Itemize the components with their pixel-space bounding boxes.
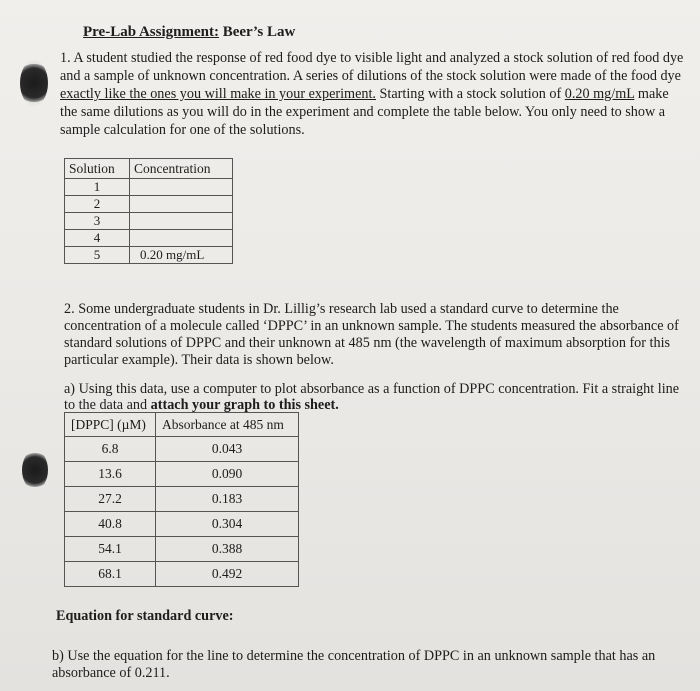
table-row <box>65 437 299 462</box>
q1-line-5: sample calculation for one of the solutions. <box>60 122 305 138</box>
table-row <box>65 213 233 230</box>
solution-number: 4 <box>65 230 130 247</box>
q2a-line-2-text: to the data and <box>64 397 151 413</box>
table-row <box>65 230 233 247</box>
dppc-concentration: 54.1 <box>65 537 156 562</box>
q1-line-1: 1. A student studied the response of red food dye to visible light and analyzed a stock solution of red food dye <box>60 50 684 66</box>
q1-line-3 <box>60 86 669 103</box>
table-row <box>65 562 299 587</box>
table-row <box>65 487 299 512</box>
header-dppc-concentration: [DPPC] (µM) <box>65 413 156 437</box>
q1-line-4: the same dilutions as you will do in the experiment and complete the table below. You only need to show a <box>60 104 666 120</box>
absorbance-value: 0.090 <box>156 462 299 487</box>
q1-line-3-end: make <box>634 86 669 102</box>
concentration-cell[interactable] <box>130 230 233 247</box>
table-row <box>65 196 233 213</box>
equation-label: Equation for standard curve: <box>56 608 234 624</box>
page-title <box>83 24 295 41</box>
dppc-data-table <box>64 412 299 587</box>
table-row <box>65 247 233 264</box>
q2-line-2: concentration of a molecule called ‘DPPC’ in an unknown sample. The students measured the absorbance of <box>64 318 679 334</box>
absorbance-value: 0.388 <box>156 537 299 562</box>
dppc-concentration: 13.6 <box>65 462 156 487</box>
q2a-line-1: a) Using this data, use a computer to plot absorbance as a function of DPPC concentration. Fit a straight line <box>64 381 680 397</box>
title-prefix: Pre-Lab Assignment: <box>83 24 219 40</box>
dppc-concentration: 68.1 <box>65 562 156 587</box>
table-row <box>65 512 299 537</box>
dilution-table-header <box>65 159 233 179</box>
q1-line-3-text: Starting with a stock solution of <box>375 86 565 102</box>
q2a-emphasis: attach your graph to this sheet. <box>150 397 339 413</box>
concentration-cell[interactable] <box>130 179 233 196</box>
table-row <box>65 179 233 196</box>
header-absorbance: Absorbance at 485 nm <box>156 413 299 437</box>
absorbance-value: 0.304 <box>156 512 299 537</box>
dppc-table-header <box>65 413 299 437</box>
absorbance-value: 0.492 <box>156 562 299 587</box>
solution-number: 3 <box>65 213 130 230</box>
dilution-table <box>64 158 233 264</box>
binder-hole-top <box>20 60 48 106</box>
concentration-cell[interactable] <box>130 213 233 230</box>
q2b-line-2: absorbance of 0.211. <box>52 665 170 681</box>
dppc-concentration: 27.2 <box>65 487 156 512</box>
header-concentration: Concentration <box>130 159 233 179</box>
absorbance-value: 0.043 <box>156 437 299 462</box>
table-row <box>65 537 299 562</box>
q2b-line-1: b) Use the equation for the line to determine the concentration of DPPC in an unknown sample that has an <box>52 648 656 664</box>
q2-line-4: particular example). Their data is shown below. <box>64 352 334 368</box>
q1-line-2: and a sample of unknown concentration. A series of dilutions of the stock solution were made of the food dye <box>60 68 681 84</box>
solution-number: 2 <box>65 196 130 213</box>
q2-line-3: standard solutions of DPPC and their unknown at 485 nm (the wavelength of maximum absorption for this <box>64 335 671 351</box>
stock-concentration: 0.20 mg/mL <box>564 86 635 102</box>
solution-number: 1 <box>65 179 130 196</box>
concentration-cell: 0.20 mg/mL <box>130 247 233 264</box>
concentration-cell[interactable] <box>130 196 233 213</box>
title-suffix: Beer’s Law <box>218 24 296 40</box>
dppc-concentration: 40.8 <box>65 512 156 537</box>
q1-emphasis: exactly like the ones you will make in your experiment. <box>60 86 376 102</box>
binder-hole-bottom <box>22 450 48 490</box>
solution-number: 5 <box>65 247 130 264</box>
q2-line-1: 2. Some undergraduate students in Dr. Lillig’s research lab used a standard curve to determine the <box>64 301 619 317</box>
absorbance-value: 0.183 <box>156 487 299 512</box>
header-solution: Solution <box>65 159 130 179</box>
table-row <box>65 462 299 487</box>
dppc-concentration: 6.8 <box>65 437 156 462</box>
